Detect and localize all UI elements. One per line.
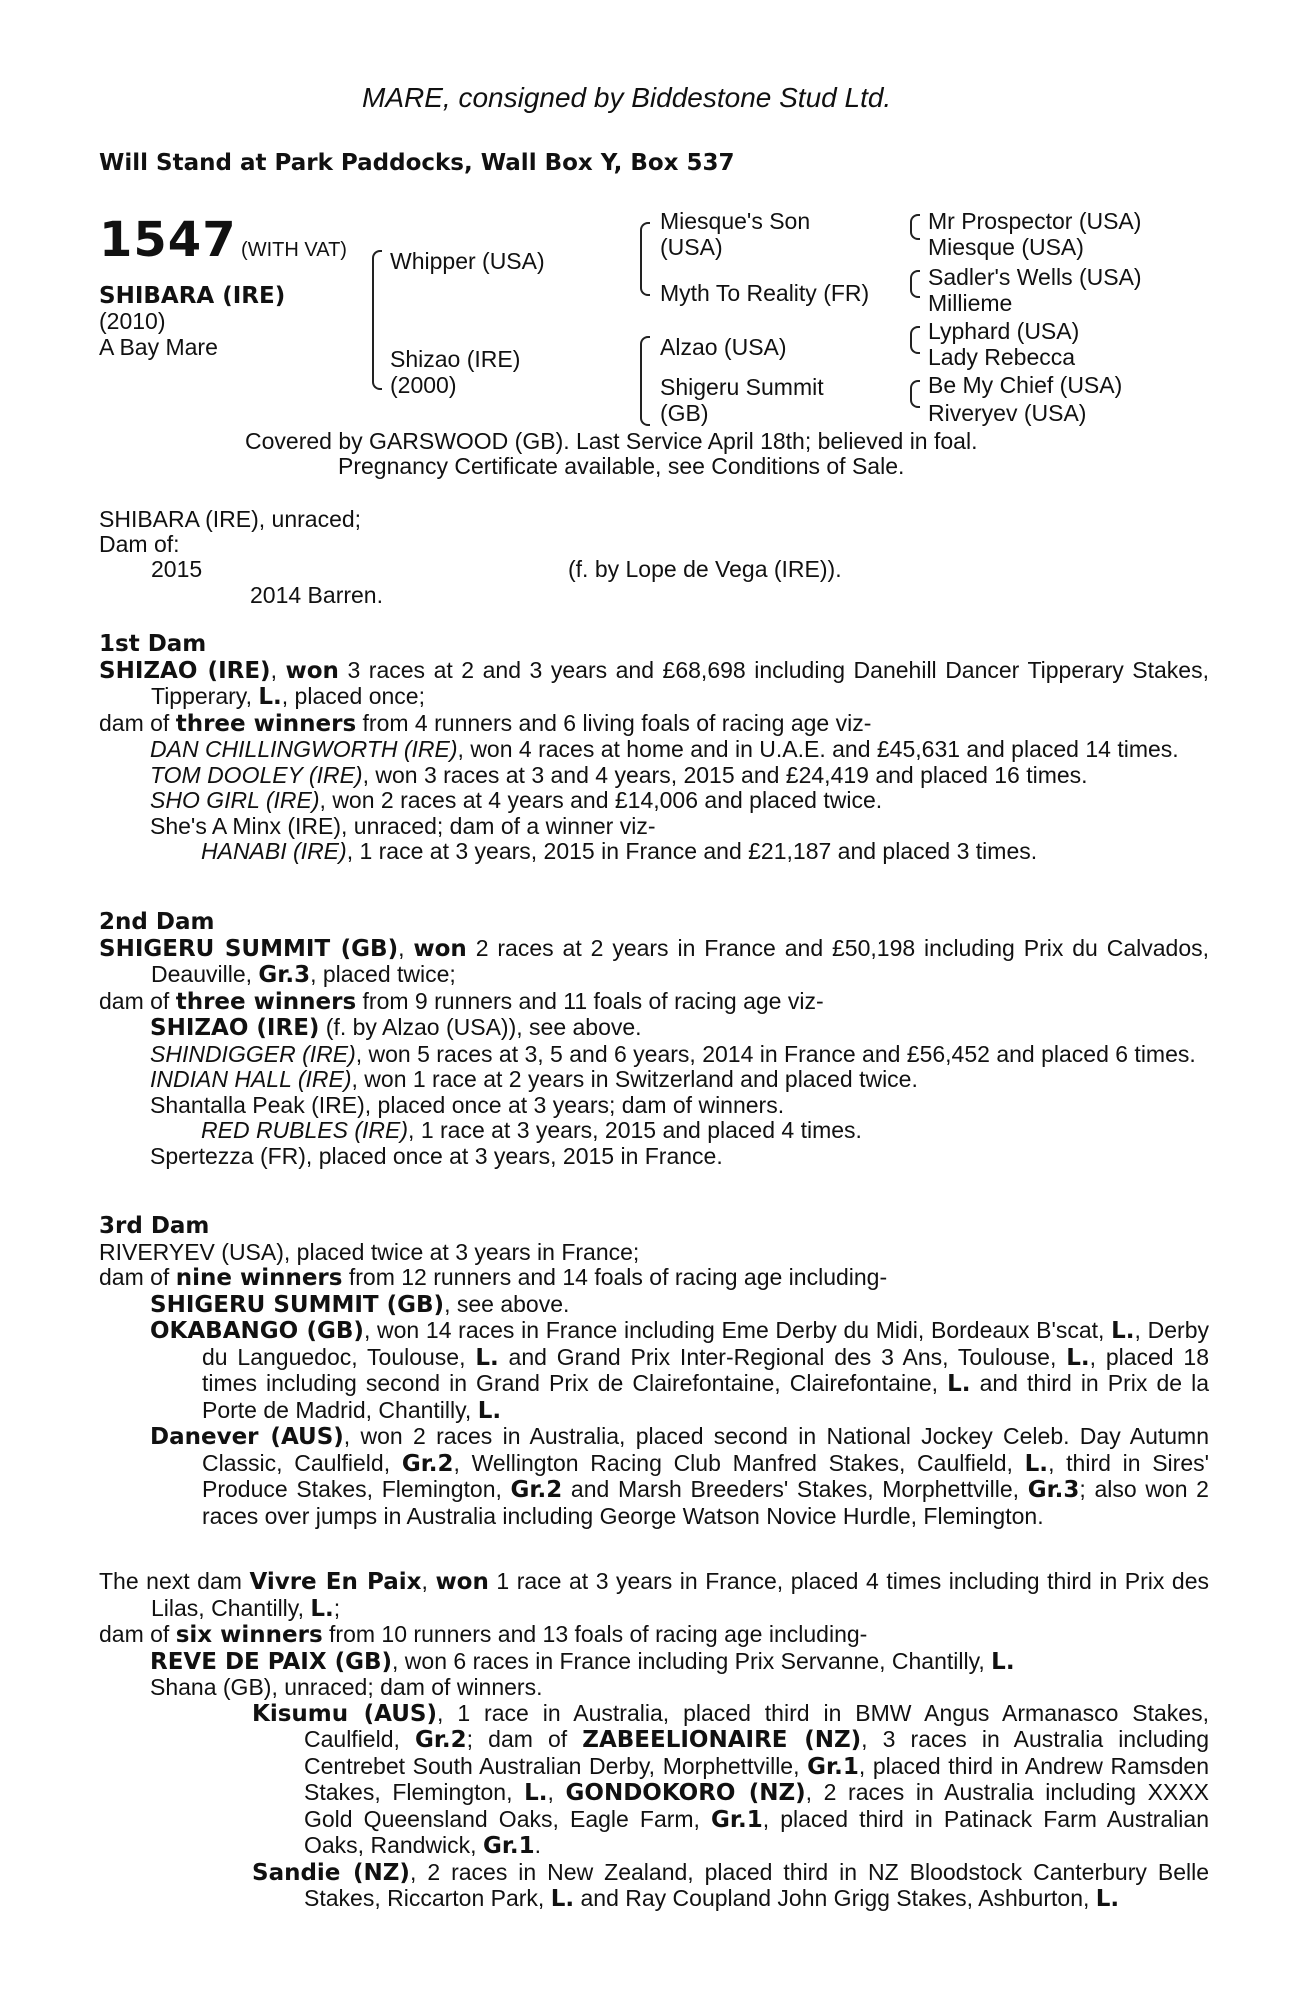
- text: dam of: [99, 709, 176, 736]
- dam-entry: [99, 658, 1209, 711]
- sire-dam-dam: Millieme: [928, 290, 1013, 316]
- sire-dam: Myth To Reality (FR): [660, 280, 870, 306]
- text: , 1 race at 3 years, 2015 and placed 4 times.: [408, 1117, 862, 1143]
- won-label: won: [285, 657, 339, 684]
- won-label: won: [435, 1569, 489, 1595]
- horse-name: SHIBARA (IRE): [99, 283, 286, 309]
- offspring-entry: [99, 1292, 1209, 1319]
- offspring-entry: [99, 763, 1209, 789]
- first-dam-section: [99, 632, 1209, 865]
- dam-entry: [99, 1240, 1209, 1266]
- listed-label: L.: [1095, 1886, 1120, 1912]
- winners-count: three winners: [175, 988, 357, 1015]
- offspring-name: DAN CHILLINGWORTH (IRE): [150, 736, 458, 762]
- listed-label: L.: [1066, 1344, 1090, 1371]
- offspring-name: Kisumu (AUS): [252, 1700, 438, 1727]
- section-heading: 3rd Dam: [99, 1213, 210, 1239]
- dam-summary: [99, 1265, 1209, 1292]
- third-dam-section: [99, 1214, 1209, 1529]
- won-label: won: [413, 935, 467, 962]
- produce-2015-year: 2015: [151, 556, 203, 582]
- text: dam of: [99, 987, 176, 1014]
- listed-label: L.: [310, 1595, 334, 1622]
- listed-label: L.: [947, 1371, 971, 1397]
- dam-summary: [99, 1622, 1209, 1649]
- offspring-entry: [99, 1424, 1209, 1529]
- covered-line: Covered by GARSWOOD (GB). Last Service April 18th; believed in foal.: [245, 428, 978, 454]
- text: dam of: [99, 1264, 176, 1290]
- offspring-entry: [99, 1675, 1209, 1701]
- vat-note: (WITH VAT): [241, 239, 347, 261]
- text: from 4 runners and 6 living foals of racing age viz-: [356, 709, 872, 736]
- offspring-entry: [99, 814, 1209, 840]
- produce-2014: 2014 Barren.: [250, 582, 383, 608]
- pedigree-bracket: [910, 224, 920, 240]
- lot-number-row: [99, 212, 347, 268]
- text: She's A Minx (IRE), unraced; dam of a winner viz-: [150, 812, 656, 839]
- offspring-name: SHO GIRL (IRE): [150, 787, 320, 813]
- dam-year: (2000): [390, 372, 457, 398]
- pedigree-bracket: [640, 222, 650, 258]
- sire-sire-line2: (USA): [660, 234, 723, 260]
- group-label: Gr.1: [807, 1753, 859, 1780]
- offspring-name: ZABEELIONAIRE (NZ): [582, 1727, 862, 1753]
- dam-name: Vivre En Paix: [249, 1569, 422, 1595]
- text: , placed third in Patinack Farm Australian Oaks, Randwick,: [304, 1805, 1209, 1858]
- sire-dam-sire: Sadler's Wells (USA): [928, 264, 1142, 290]
- dam-name: SHIZAO (IRE): [99, 657, 271, 684]
- text: , won 5 races at 3, 5 and 6 years, 2014 in France and £56,452 and placed 6 times.: [355, 1040, 1196, 1067]
- text: RIVERYEV (USA), placed twice at 3 years in France;: [99, 1238, 640, 1265]
- pregnancy-note: Pregnancy Certificate available, see Conditions of Sale.: [338, 453, 905, 479]
- listed-label: L.: [524, 1780, 548, 1806]
- group-label: Gr.2: [401, 1450, 454, 1477]
- text: ,: [398, 934, 414, 961]
- text: , won 1 race at 2 years in Switzerland and placed twice.: [351, 1066, 918, 1092]
- horse-description: A Bay Mare: [99, 334, 218, 360]
- offspring-name: REVE DE PAIX (GB): [150, 1648, 393, 1675]
- offspring-entry: [99, 1860, 1209, 1913]
- winners-count: three winners: [175, 710, 357, 737]
- offspring-name: Sandie (NZ): [252, 1859, 410, 1886]
- dam-dam-line2: (GB): [660, 400, 709, 426]
- text: ; also won 2 races over jumps in Australia including George Watson Novice Hurdle, Flemington.: [202, 1476, 1209, 1529]
- pedigree-bracket: [372, 338, 382, 390]
- text: ,: [547, 1779, 566, 1805]
- next-dam-section: [99, 1569, 1209, 1913]
- group-label: Gr.3: [258, 962, 311, 988]
- dam-dam-sire: Be My Chief (USA): [928, 372, 1123, 398]
- offspring-entry: [99, 1067, 1209, 1093]
- text: Shana (GB), unraced; dam of winners.: [150, 1674, 543, 1700]
- text: , 1 race at 3 years, 2015 in France and £21,187 and placed 3 times.: [346, 838, 1038, 864]
- section-heading: 2nd Dam: [99, 909, 215, 935]
- text: 2 races at 2 years in France and £50,198 including Prix du Calvados, Deauville,: [151, 934, 1210, 987]
- offspring-entry: [99, 1144, 1209, 1170]
- pedigree-bracket: [910, 338, 920, 354]
- section-heading: 1st Dam: [99, 631, 207, 657]
- offspring-name: SHINDIGGER (IRE): [150, 1040, 356, 1067]
- offspring-entry: [99, 1318, 1209, 1424]
- dam-dam-dam: Riveryev (USA): [928, 400, 1087, 426]
- text: , 1 race in Australia, placed third in BMW Angus Armanasco Stakes, Caulfield,: [304, 1699, 1209, 1752]
- offspring-name: SHIZAO (IRE): [150, 1015, 320, 1041]
- dam-name: SHIGERU SUMMIT (GB): [99, 935, 399, 962]
- text: , 3 races in Australia including Centrebet South Australian Derby, Morphettville,: [304, 1726, 1209, 1779]
- listed-label: L.: [550, 1886, 575, 1912]
- text: ; dam of: [466, 1726, 583, 1752]
- text: Shantalla Peak (IRE), placed once at 3 years; dam of winners.: [150, 1091, 785, 1118]
- text: , see above.: [444, 1290, 570, 1317]
- group-label: Gr.1: [482, 1833, 535, 1859]
- dam-summary: [99, 711, 1209, 738]
- sire: Whipper (USA): [390, 248, 545, 274]
- offspring-name: RED RUBLES (IRE): [201, 1117, 409, 1143]
- pedigree-bracket: [640, 384, 650, 426]
- dam-entry: [99, 936, 1209, 989]
- text: from 9 runners and 11 foals of racing age viz-: [356, 987, 824, 1014]
- offspring-entry: [99, 788, 1209, 814]
- winners-count: six winners: [175, 1622, 323, 1648]
- winners-count: nine winners: [175, 1265, 343, 1291]
- text: and Marsh Breeders' Stakes, Morphettville,: [562, 1476, 1028, 1502]
- text: , won 3 races at 3 and 4 years, 2015 and £24,419 and placed 16 times.: [362, 761, 1088, 788]
- text: , third in Sires' Produce Stakes, Flemington,: [202, 1449, 1210, 1502]
- pedigree-bracket: [910, 282, 920, 298]
- offspring-name: TOM DOOLEY (IRE): [150, 761, 363, 788]
- dam-sire-dam: Lady Rebecca: [928, 344, 1076, 370]
- text: and Ray Coupland John Grigg Stakes, Ashburton,: [574, 1885, 1096, 1911]
- text: The next dam: [99, 1568, 250, 1594]
- text: , Derby du Languedoc, Toulouse,: [202, 1317, 1209, 1370]
- pedigree-bracket: [910, 392, 920, 408]
- text: , Wellington Racing Club Manfred Stakes, Caulfield,: [453, 1449, 1025, 1476]
- sire-sire: Miesque's Son: [660, 208, 811, 234]
- lot-number: 1547: [99, 212, 237, 268]
- dam-dam: Shigeru Summit: [660, 374, 824, 400]
- offspring-entry: [99, 1701, 1209, 1860]
- text: ;: [333, 1594, 341, 1621]
- text: Spertezza (FR), placed once at 3 years, 2015 in France.: [150, 1142, 723, 1169]
- offspring-entry: [99, 737, 1209, 763]
- text: , placed third in Andrew Ramsden Stakes, Flemington,: [304, 1752, 1209, 1805]
- group-label: Gr.2: [414, 1727, 467, 1753]
- listed-label: L.: [475, 1344, 499, 1371]
- dam-sire-sire: Lyphard (USA): [928, 318, 1080, 344]
- text: 1 race at 3 years in France, placed 4 times including third in Prix des Lilas, Chantilly,: [151, 1568, 1210, 1621]
- text: from 12 runners and 14 foals of racing age including-: [342, 1264, 888, 1290]
- text: and Grand Prix Inter-Regional des 3 Ans, Toulouse,: [498, 1343, 1067, 1370]
- offspring-name: INDIAN HALL (IRE): [150, 1066, 352, 1092]
- text: , won 4 races at home and in U.A.E. and £45,631 and placed 14 times.: [457, 736, 1179, 762]
- horse-year: (2010): [99, 308, 166, 334]
- dam-summary: [99, 989, 1209, 1016]
- group-label: Gr.1: [711, 1806, 763, 1833]
- dam-sire: Alzao (USA): [660, 334, 787, 360]
- listed-label: L.: [1024, 1450, 1049, 1477]
- offspring-name: OKABANGO (GB): [150, 1318, 364, 1344]
- offspring-entry: [99, 1042, 1209, 1068]
- text: ,: [270, 656, 286, 683]
- text: .: [534, 1832, 542, 1858]
- produce-dam-of: Dam of:: [99, 531, 180, 557]
- text: dam of: [99, 1621, 176, 1647]
- sire-sire-sire: Mr Prospector (USA): [928, 208, 1142, 234]
- offspring-entry: [99, 839, 1209, 865]
- text: , won 6 races in France including Prix Servanne, Chantilly,: [392, 1647, 992, 1674]
- text: ,: [421, 1568, 436, 1594]
- pedigree-bracket: [372, 250, 382, 342]
- text: , placed once;: [281, 683, 425, 709]
- dam: Shizao (IRE): [390, 346, 521, 372]
- offspring-name: HANABI (IRE): [201, 838, 347, 864]
- offspring-name: Danever (AUS): [150, 1424, 344, 1450]
- text: (f. by Alzao (USA)), see above.: [319, 1014, 642, 1040]
- text: , placed 18 times including second in Grand Prix de Clairefontaine, Clairefontaine,: [202, 1343, 1210, 1396]
- listed-label: L.: [477, 1397, 502, 1424]
- text: from 10 runners and 13 foals of racing age including-: [322, 1621, 868, 1647]
- offspring-entry: [99, 1015, 1209, 1042]
- text: , won 14 races in France including Eme Derby du Midi, Bordeaux B'scat,: [363, 1317, 1112, 1343]
- text: , won 2 races at 4 years and £14,006 and placed twice.: [319, 787, 883, 813]
- second-dam-section: [99, 910, 1209, 1169]
- pedigree-bracket: [640, 336, 650, 388]
- text: and third in Prix de la Porte de Madrid, Chantilly,: [202, 1370, 1209, 1423]
- text: 3 races at 2 and 3 years and £68,698 including Danehill Dancer Tipperary Stakes, Tipperary,: [151, 656, 1209, 709]
- offspring-entry: [99, 1118, 1209, 1144]
- offspring-name: GONDOKORO (NZ): [565, 1780, 806, 1806]
- sire-sire-dam: Miesque (USA): [928, 234, 1084, 260]
- pedigree-bracket: [640, 254, 650, 296]
- produce-intro: SHIBARA (IRE), unraced;: [99, 506, 362, 532]
- produce-2015-text: (f. by Lope de Vega (IRE)).: [568, 556, 842, 582]
- listed-label: L.: [1111, 1318, 1135, 1344]
- stand-location: Will Stand at Park Paddocks, Wall Box Y, Box 537: [99, 150, 735, 176]
- listed-label: L.: [991, 1648, 1015, 1675]
- text: , 2 races in New Zealand, placed third in NZ Bloodstock Canterbury Belle Stakes, Riccarton Park,: [304, 1858, 1209, 1911]
- offspring-entry: [99, 1093, 1209, 1119]
- text: , placed twice;: [310, 961, 456, 987]
- text: , won 2 races in Australia, placed second in National Jockey Celeb. Day Autumn Classic, Caulfield,: [202, 1423, 1209, 1476]
- offspring-name: SHIGERU SUMMIT (GB): [150, 1291, 445, 1318]
- group-label: Gr.3: [1027, 1477, 1080, 1503]
- group-label: Gr.2: [510, 1477, 563, 1503]
- page-title: MARE, consigned by Biddestone Stud Ltd.: [362, 82, 892, 113]
- offspring-entry: [99, 1649, 1209, 1676]
- listed-label: L.: [258, 684, 282, 710]
- text: , 2 races in Australia including XXXX Gold Queensland Oaks, Eagle Farm,: [304, 1779, 1210, 1832]
- dam-entry: [99, 1569, 1209, 1622]
